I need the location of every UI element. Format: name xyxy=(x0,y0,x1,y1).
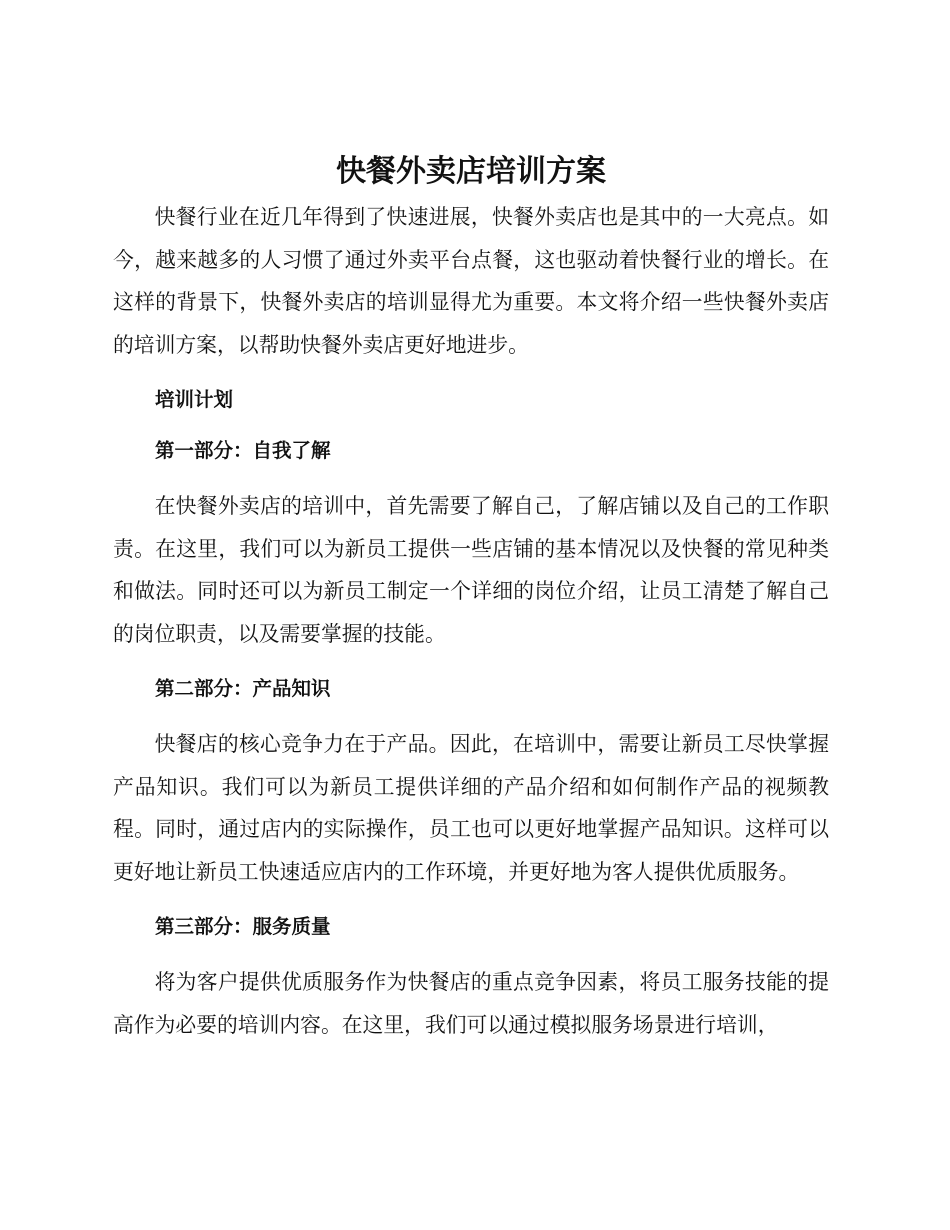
document-page xyxy=(113,150,829,1046)
section-3-heading: 第三部分：服务质量 xyxy=(155,915,331,938)
spacer xyxy=(113,414,829,437)
spacer xyxy=(113,655,829,675)
document-title: 快餐外卖店培训方案 xyxy=(336,154,606,189)
section-1-heading: 第一部分：自我了解 xyxy=(155,439,331,462)
intro-paragraph: 快餐行业在近几年得到了快速进展，快餐外卖店也是其中的一大亮点。如今，越来越多的人习惯了通过外卖平台点餐，这也驱动着快餐行业的增长。在这样的背景下，快餐外卖店的培训显得尤为重要。本文将介绍一些快餐外卖店的培训方案，以帮助快餐外卖店更好地进步。 xyxy=(113,205,829,357)
section-1-body: 在快餐外卖店的培训中，首先需要了解自己，了解店铺以及自己的工作职责。在这里，我们可以为新员工提供一些店铺的基本情况以及快餐的常见种类和做法。同时还可以为新员工制定一个详细的岗位介绍，让员工清楚了解自己的岗位职责，以及需要掌握的技能。 xyxy=(113,494,829,646)
section-2-heading: 第二部分：产品知识 xyxy=(155,677,331,700)
spacer xyxy=(113,941,829,961)
section-3-body: 将为客户提供优质服务作为快餐店的重点竞争因素，将员工服务技能的提高作为必要的培训内容。在这里，我们可以通过模拟服务场景进行培训， xyxy=(113,970,829,1037)
spacer xyxy=(113,703,829,723)
spacer xyxy=(113,893,829,913)
spacer xyxy=(113,366,829,386)
section-2-body: 快餐店的核心竞争力在于产品。因此，在培训中，需要让新员工尽快掌握产品知识。我们可以为新员工提供详细的产品介绍和如何制作产品的视频教程。同时，通过店内的实际操作，员工也可以更好地掌握产品知识。这样可以更好地让新员工快速适应店内的工作环境，并更好地为客人提供优质服务。 xyxy=(113,732,829,884)
spacer xyxy=(113,465,829,485)
plan-heading: 培训计划 xyxy=(155,388,234,411)
